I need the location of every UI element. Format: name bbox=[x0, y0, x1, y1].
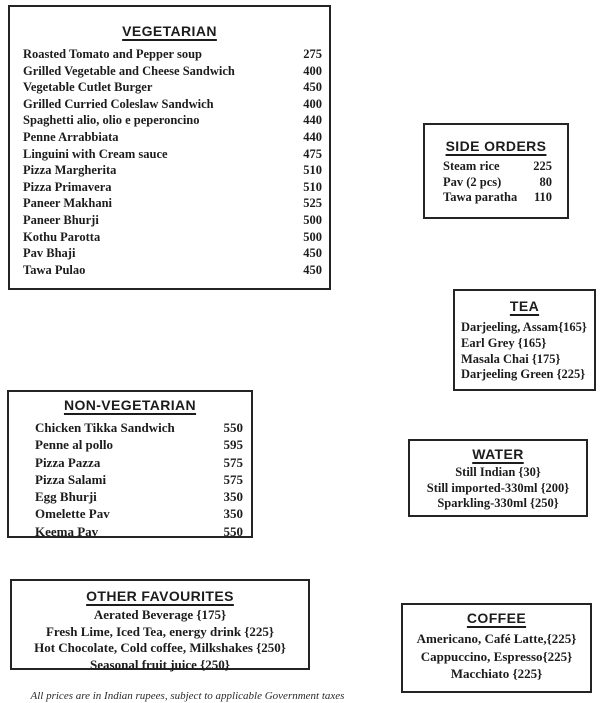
water-title: WATER bbox=[472, 446, 524, 462]
menu-line: Hot Chocolate, Cold coffee, Milkshakes {250} bbox=[34, 640, 286, 655]
menu-item-price: 110 bbox=[533, 190, 552, 204]
menu-item-price: 400 bbox=[303, 96, 322, 111]
menu-item-name: Omelette Pav bbox=[35, 506, 110, 522]
menu-item-row bbox=[23, 162, 322, 179]
menu-line: Earl Grey {165} bbox=[461, 335, 547, 350]
menu-line: Masala Chai {175} bbox=[461, 351, 561, 366]
menu-item-price: 450 bbox=[303, 246, 322, 261]
other-favourites-section bbox=[10, 579, 310, 670]
menu-item-name: Tawa paratha bbox=[443, 190, 518, 204]
menu-item-price: 575 bbox=[223, 471, 243, 487]
menu-item-price: 80 bbox=[539, 174, 552, 189]
menu-item-price: 510 bbox=[303, 163, 322, 178]
menu-item-name: Paneer Bhurji bbox=[23, 212, 99, 227]
menu-item-name: Pizza Pazza bbox=[35, 454, 101, 470]
menu-item-name: Steam rice bbox=[443, 159, 500, 173]
menu-item-row bbox=[23, 229, 322, 246]
menu-line: Americano, Café Latte,{225} bbox=[416, 631, 577, 646]
menu-item-name: Spaghetti alio, olio e peperoncino bbox=[23, 113, 200, 128]
menu-item-row bbox=[23, 146, 322, 163]
menu-line: Still imported-330ml {200} bbox=[426, 480, 570, 495]
side-orders-item-list bbox=[425, 159, 567, 206]
menu-item-row bbox=[443, 159, 552, 175]
menu-item-price: 225 bbox=[533, 159, 552, 173]
coffee-section bbox=[401, 603, 592, 693]
menu-item-row bbox=[23, 96, 322, 113]
water-section bbox=[408, 439, 588, 517]
menu-line: Darjeeling, Assam{165} bbox=[461, 320, 587, 334]
menu-item-price: 350 bbox=[223, 489, 243, 505]
menu-item-row bbox=[23, 79, 322, 96]
menu-item-row bbox=[23, 129, 322, 146]
menu-line: Seasonal fruit juice {250} bbox=[90, 656, 230, 672]
menu-item-row bbox=[35, 436, 243, 453]
menu-item-row bbox=[23, 245, 322, 262]
menu-item-price: 440 bbox=[303, 129, 322, 144]
vegetarian-item-list bbox=[10, 46, 329, 278]
menu-item-name: Linguini with Cream sauce bbox=[23, 146, 168, 161]
menu-line: Sparkling-330ml {250} bbox=[437, 496, 559, 510]
menu-item-name: Egg Bhurji bbox=[35, 489, 97, 505]
menu-item-price: 440 bbox=[303, 113, 322, 128]
menu-item-price: 500 bbox=[303, 212, 322, 227]
menu-item-price: 475 bbox=[303, 146, 322, 161]
menu-item-name: Pizza Margherita bbox=[23, 163, 117, 178]
menu-item-row bbox=[35, 419, 243, 436]
other-favourites-title: OTHER FAVOURITES bbox=[86, 588, 234, 604]
menu-item-name: Paneer Makhani bbox=[23, 196, 113, 211]
menu-item-row bbox=[35, 505, 243, 522]
menu-item-row bbox=[23, 195, 322, 212]
tea-section bbox=[453, 289, 596, 391]
vegetarian-section bbox=[8, 5, 331, 290]
non-vegetarian-title: NON-VEGETARIAN bbox=[63, 397, 197, 413]
menu-item-price: 550 bbox=[223, 523, 243, 539]
menu-item-row bbox=[443, 175, 552, 191]
non-vegetarian-section bbox=[7, 390, 253, 538]
menu-line: Still Indian {30} bbox=[455, 465, 541, 479]
menu-item-name: Chicken Tikka Sandwich bbox=[35, 420, 175, 435]
menu-item-name: Kothu Parotta bbox=[23, 229, 101, 244]
menu-item-row bbox=[23, 63, 322, 80]
menu-item-row bbox=[35, 454, 243, 471]
menu-item-price: 350 bbox=[223, 506, 243, 522]
menu-item-row bbox=[443, 190, 552, 206]
menu-item-row bbox=[23, 46, 322, 63]
vegetarian-title: VEGETARIAN bbox=[122, 23, 217, 39]
menu-item-price: 500 bbox=[303, 229, 322, 244]
menu-item-row bbox=[35, 471, 243, 488]
menu-item-name: Grilled Vegetable and Cheese Sandwich bbox=[23, 63, 235, 78]
menu-item-price: 525 bbox=[303, 196, 322, 211]
menu-item-price: 575 bbox=[223, 454, 243, 470]
menu-item-row bbox=[23, 262, 322, 279]
menu-item-row bbox=[23, 112, 322, 129]
side-orders-title: SIDE ORDERS bbox=[445, 138, 547, 154]
menu-line: Fresh Lime, Iced Tea, energy drink {225} bbox=[45, 623, 275, 639]
menu-item-name: Roasted Tomato and Pepper soup bbox=[23, 47, 202, 61]
menu-item-row bbox=[23, 212, 322, 229]
coffee-item-list bbox=[403, 630, 590, 683]
menu-item-name: Pizza Primavera bbox=[23, 179, 112, 194]
menu-item-name: Penne al pollo bbox=[35, 437, 114, 453]
menu-line: Darjeeling Green {225} bbox=[461, 367, 586, 382]
menu-item-name: Pav (2 pcs) bbox=[443, 174, 502, 189]
menu-item-price: 510 bbox=[303, 179, 322, 194]
menu-item-row bbox=[35, 523, 243, 540]
menu-item-price: 450 bbox=[303, 80, 322, 95]
menu-item-name: Pav Bhaji bbox=[23, 246, 76, 261]
menu-item-price: 275 bbox=[303, 47, 322, 61]
tea-item-list bbox=[455, 320, 594, 383]
other-favourites-item-list bbox=[12, 607, 308, 673]
menu-item-name: Vegetable Cutlet Burger bbox=[23, 80, 153, 95]
menu-item-name: Keema Pav bbox=[35, 523, 99, 539]
menu-line: Cappuccino, Espresso{225} bbox=[420, 648, 573, 664]
tea-title: TEA bbox=[509, 298, 540, 314]
water-item-list bbox=[410, 465, 586, 512]
menu-item-price: 450 bbox=[303, 262, 322, 277]
menu-line: Aerated Beverage {175} bbox=[93, 607, 227, 622]
menu-item-row bbox=[35, 488, 243, 505]
menu-item-price: 595 bbox=[223, 437, 243, 453]
menu-item-name: Penne Arrabbiata bbox=[23, 129, 119, 144]
footer-price-note: All prices are in Indian rupees, subject to applicable Government taxes bbox=[30, 690, 345, 702]
menu-item-name: Grilled Curried Coleslaw Sandwich bbox=[23, 96, 214, 111]
non-vegetarian-item-list bbox=[9, 419, 251, 540]
menu-item-name: Tawa Pulao bbox=[23, 262, 86, 277]
menu-item-name: Pizza Salami bbox=[35, 471, 107, 487]
menu-line: Macchiato {225} bbox=[450, 666, 543, 681]
menu-item-price: 550 bbox=[223, 420, 243, 435]
coffee-title: COFFEE bbox=[466, 610, 527, 626]
menu-item-row bbox=[23, 179, 322, 196]
menu-item-price: 400 bbox=[303, 63, 322, 78]
side-orders-section bbox=[423, 123, 569, 219]
